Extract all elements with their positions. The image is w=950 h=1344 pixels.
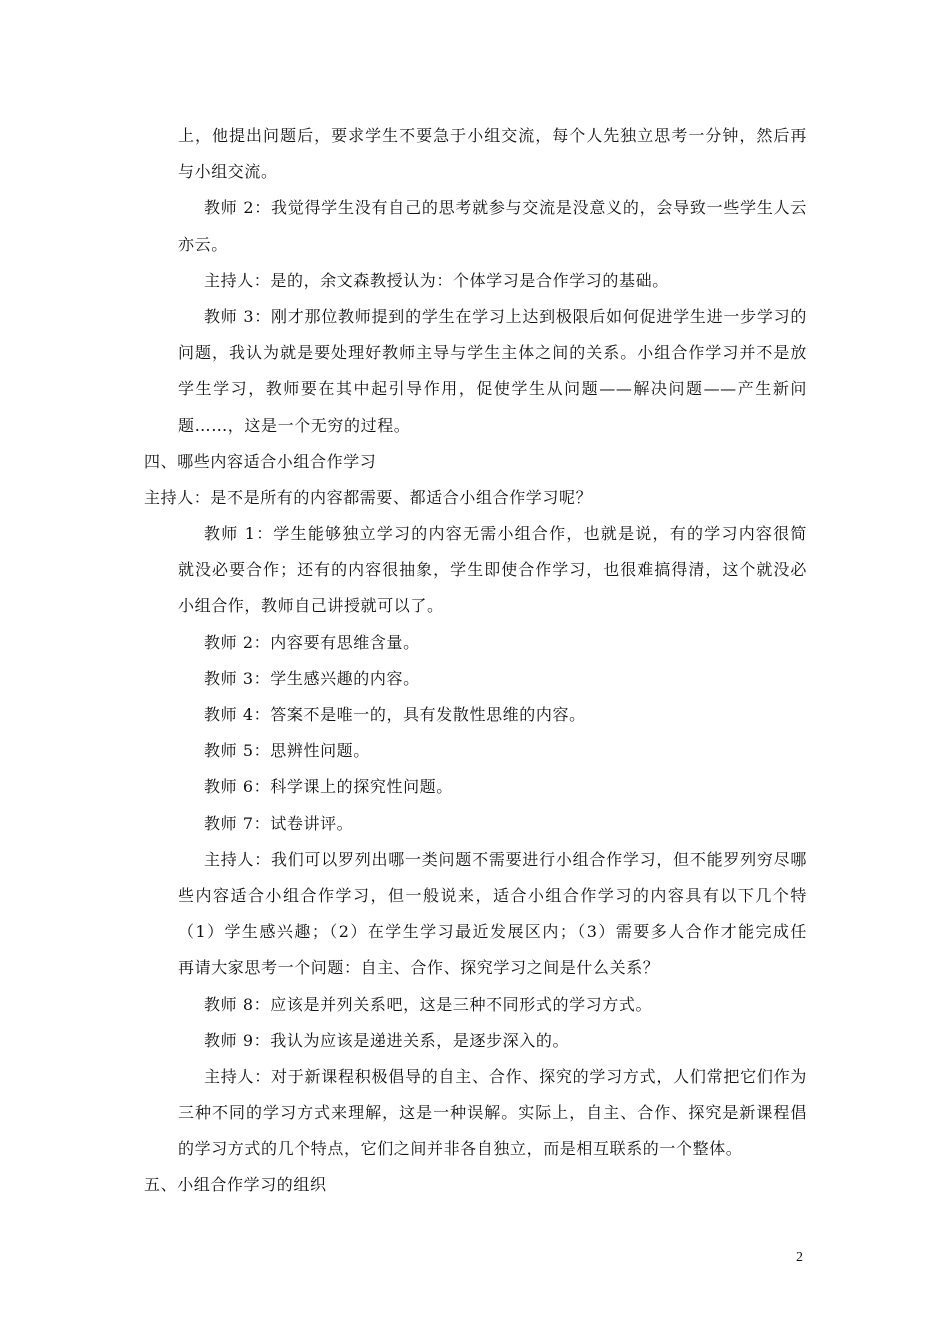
text-line: 就没必要合作；还有的内容很抽象，学生即使合作学习，也很难搞得清，这个就没必 bbox=[178, 560, 807, 580]
text-line: 教师 3：学生感兴趣的内容。 bbox=[204, 668, 420, 688]
text-line: 主持人：是的，余文森教授认为：个体学习是合作学习的基础。 bbox=[204, 270, 669, 290]
paragraph-line bbox=[0, 516, 950, 552]
paragraph-line bbox=[0, 1023, 950, 1059]
text-line: 与小组交流。 bbox=[178, 162, 278, 182]
paragraph-line bbox=[0, 697, 950, 733]
text-line: 小组合作，教师自己讲授就可以了。 bbox=[178, 596, 444, 616]
text-line: 主持人：我们可以罗列出哪一类问题不需要进行小组合作学习，但不能罗列穷尽哪 bbox=[204, 849, 807, 869]
section-heading bbox=[0, 444, 950, 480]
paragraph-line bbox=[0, 1095, 950, 1131]
host-question bbox=[0, 480, 950, 516]
text-line: 教师 8：应该是并列关系吧，这是三种不同形式的学习方式。 bbox=[204, 994, 653, 1014]
text-line: 教师 5：思辨性问题。 bbox=[204, 741, 370, 761]
text-line: 三种不同的学习方式来理解，这是一种误解。实际上，自主、合作、探究是新课程倡 bbox=[178, 1103, 807, 1123]
paragraph-line bbox=[0, 552, 950, 588]
text-line: 教师 6：科学课上的探究性问题。 bbox=[204, 777, 453, 797]
text-line: 问题，我认为就是要处理好教师主导与学生主体之间的关系。小组合作学习并不是放 bbox=[178, 343, 807, 363]
text-line: 题……，这是一个无穷的过程。 bbox=[178, 415, 411, 435]
text-line: （1）学生感兴趣；（2）在学生学习最近发展区内；（3）需要多人合作才能完成任 bbox=[178, 922, 807, 942]
paragraph-line bbox=[0, 987, 950, 1023]
paragraph-line bbox=[0, 408, 950, 444]
section-heading-text: 四、哪些内容适合小组合作学习 bbox=[144, 451, 377, 471]
text-line: 再请大家思考一个问题：自主、合作、探究学习之间是什么关系？ bbox=[178, 958, 660, 978]
paragraph-line bbox=[0, 733, 950, 769]
page-number: 2 bbox=[796, 1250, 803, 1265]
paragraph-line bbox=[0, 263, 950, 299]
text-line: 学生学习，教师要在其中起引导作用，促使学生从问题——解决问题——产生新问 bbox=[178, 379, 807, 399]
document-body bbox=[0, 118, 950, 1204]
paragraph-line bbox=[0, 190, 950, 226]
text-line: 主持人：对于新课程积极倡导的自主、合作、探究的学习方式，人们常把它们作为 bbox=[204, 1066, 807, 1086]
paragraph-line bbox=[0, 335, 950, 371]
paragraph-line bbox=[0, 625, 950, 661]
paragraph-line bbox=[0, 118, 950, 154]
paragraph-line bbox=[0, 950, 950, 986]
section-heading bbox=[0, 1167, 950, 1203]
paragraph-line bbox=[0, 842, 950, 878]
paragraph-line bbox=[0, 154, 950, 190]
text-line: 上，他提出问题后，要求学生不要急于小组交流，每个人先独立思考一分钟，然后再 bbox=[178, 126, 807, 145]
text-line: 教师 2：我觉得学生没有自己的思考就参与交流是没意义的，会导致一些学生人云 bbox=[204, 198, 807, 218]
section-heading-text: 五、小组合作学习的组织 bbox=[144, 1175, 327, 1195]
text-line: 教师 1：学生能够独立学习的内容无需小组合作，也就是说，有的学习内容很简 bbox=[204, 524, 807, 544]
text-line: 教师 2：内容要有思维含量。 bbox=[204, 632, 420, 652]
paragraph-line bbox=[0, 1059, 950, 1095]
paragraph-line bbox=[0, 769, 950, 805]
paragraph-line bbox=[0, 588, 950, 624]
paragraph-line bbox=[0, 806, 950, 842]
paragraph-line bbox=[0, 914, 950, 950]
text-line: 教师 9：我认为应该是递进关系，是逐步深入的。 bbox=[204, 1030, 570, 1050]
text-line: 主持人：是不是所有的内容都需要、都适合小组合作学习呢？ bbox=[144, 487, 593, 507]
paragraph-line bbox=[0, 227, 950, 263]
text-line: 些内容适合小组合作学习，但一般说来，适合小组合作学习的内容具有以下几个特 bbox=[178, 885, 807, 905]
text-line: 亦云。 bbox=[178, 234, 228, 254]
paragraph-line bbox=[0, 661, 950, 697]
text-line: 教师 3：刚才那位教师提到的学生在学习上达到极限后如何促进学生进一步学习的 bbox=[204, 306, 807, 326]
paragraph-line bbox=[0, 299, 950, 335]
paragraph-line bbox=[0, 371, 950, 407]
paragraph-line bbox=[0, 878, 950, 914]
paragraph-line bbox=[0, 1131, 950, 1167]
text-line: 教师 7：试卷讲评。 bbox=[204, 813, 354, 833]
text-line: 教师 4：答案不是唯一的，具有发散性思维的内容。 bbox=[204, 705, 586, 724]
text-line: 的学习方式的几个特点，它们之间并非各自独立，而是相互联系的一个整体。 bbox=[178, 1139, 743, 1159]
